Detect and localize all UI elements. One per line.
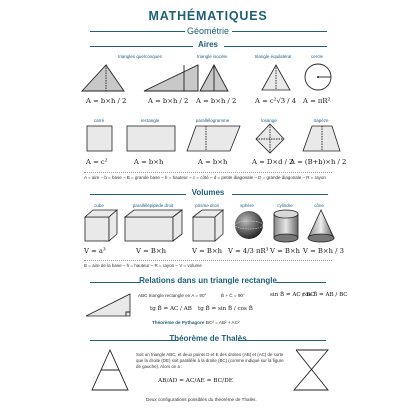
thales-rule-right (238, 340, 326, 341)
title-rule-right (232, 31, 327, 32)
relations-sin: sin B̂ = AC / BC (270, 292, 315, 298)
formula-parallelepipede: V = B×h (136, 247, 166, 255)
relations-tan-ratio: tg B̂ = sin B̂ / cos B̂ (198, 306, 253, 312)
formula-triangle-equilateral: A = c²√3 / 4 (255, 97, 297, 105)
parallelepipede-figure (124, 209, 184, 243)
label-parallelogramme: parallélogramme (195, 118, 230, 123)
relations-cos: cos B̂ = AB / BC (302, 292, 348, 298)
relations-tan: tg B̂ = AC / AB (150, 306, 192, 312)
cone-figure (306, 209, 338, 243)
label-triangle-isocele: triangle isocèle (196, 54, 228, 59)
relations-angle-sum: B̂ + Ĉ = 90° (221, 293, 245, 298)
formula-cylindre: V = B×h (270, 247, 300, 255)
aires-heading: Aires (197, 40, 218, 49)
triangles-quelconques-figure (80, 61, 205, 93)
formula-prisme: V = B×h (192, 247, 222, 255)
cylindre-figure (272, 209, 302, 243)
relations-statement: ABC triangle rectangle en A = 90° (138, 293, 207, 298)
label-losange: losange (261, 118, 277, 123)
page-title: MATHÉMATIQUES (148, 9, 268, 23)
formula-cube: V = a³ (84, 247, 106, 255)
thales-ratios: AB/AD = AC/AE = BC/DE (158, 378, 233, 384)
label-sphere: sphère (240, 203, 254, 208)
volumes-legend-rule (84, 260, 332, 261)
formula-parallelogramme: A = b×h (198, 158, 228, 166)
sphere-figure (234, 210, 266, 242)
label-cercle: cercle (310, 54, 323, 59)
right-triangle-figure (84, 292, 134, 318)
carre-figure (86, 125, 114, 153)
relations-rule-right (276, 282, 326, 283)
label-triangles-quelconques: triangles quelconques (118, 54, 162, 59)
cube-figure (84, 209, 118, 243)
formula-carre: A = c² (86, 158, 108, 166)
pythagore-formula: BC² = AB² + AC² (206, 320, 240, 325)
trapeze-figure (302, 125, 342, 153)
label-rectangle: rectangle (140, 118, 160, 123)
parallelogramme-figure (186, 125, 242, 153)
label-cube: cube (94, 203, 104, 208)
losange-figure (254, 123, 286, 155)
thales-heading: Théorème de Thalès (169, 334, 247, 343)
triangle-equilateral-figure (260, 62, 292, 92)
formula-triangle-quelconque-1: A = b×h / 2 (86, 97, 127, 105)
formula-cercle: A = πR² (303, 97, 331, 105)
aires-legend-rule (84, 172, 332, 173)
thales-text: Soit un triangle ABC, et deux points D et E des droites (AB) et (AC) de sorte que la droite (DE) soit parallèle à la droite (BC) (comme indiqué sur la figure de gauche). Alors on a : (136, 352, 284, 370)
rectangle-figure (126, 125, 176, 153)
triangle-isocele-figure (198, 63, 230, 93)
volumes-heading: Volumes (191, 188, 225, 197)
formula-triangle-quelconque-2: A = b×h / 2 (148, 97, 189, 105)
label-triangle-equilateral: triangle équilatéral (254, 54, 292, 59)
thales-caption: Deux configurations possibles du théorème de Thalès. (146, 397, 257, 402)
pythagore-label: Théorème de Pythagore : (152, 320, 208, 325)
cercle-figure (303, 62, 333, 92)
aires-legend: A = aire – b = base – B = grande base – h = hauteur – c = côté – d = petite diagonale – D = grande diagonale – R = rayon (84, 175, 326, 180)
prisme-figure (192, 209, 226, 243)
formula-cone: V = B×h / 3 (303, 247, 344, 255)
label-cylindre: cylindre (277, 203, 293, 208)
page-subtitle: Géométrie (186, 26, 230, 36)
thales-figure-right (292, 348, 332, 394)
aires-rule-right (224, 46, 327, 47)
volumes-legend: B = aire de la base – h = hauteur – R = rayon – V = volume (84, 263, 202, 268)
label-prisme: prisme droit (195, 203, 219, 208)
thales-figure-left (90, 348, 130, 394)
relations-heading: Relations dans un triangle rectangle (139, 276, 277, 285)
formula-triangle-isocele: A = b×h / 2 (196, 97, 237, 105)
label-carre: carré (93, 118, 105, 123)
label-cone: cône (314, 203, 324, 208)
volumes-rule-right (232, 194, 328, 195)
label-parallelepipede: parallélépipède droit (132, 203, 174, 208)
label-trapeze: trapèze (313, 118, 329, 123)
formula-sphere: V = 4/3 πR³ (228, 247, 269, 255)
formula-trapeze: A = (B+b)×h / 2 (290, 158, 347, 166)
formula-losange: A = D×d / 2 (252, 158, 294, 166)
formula-rectangle: A = b×h (134, 158, 164, 166)
